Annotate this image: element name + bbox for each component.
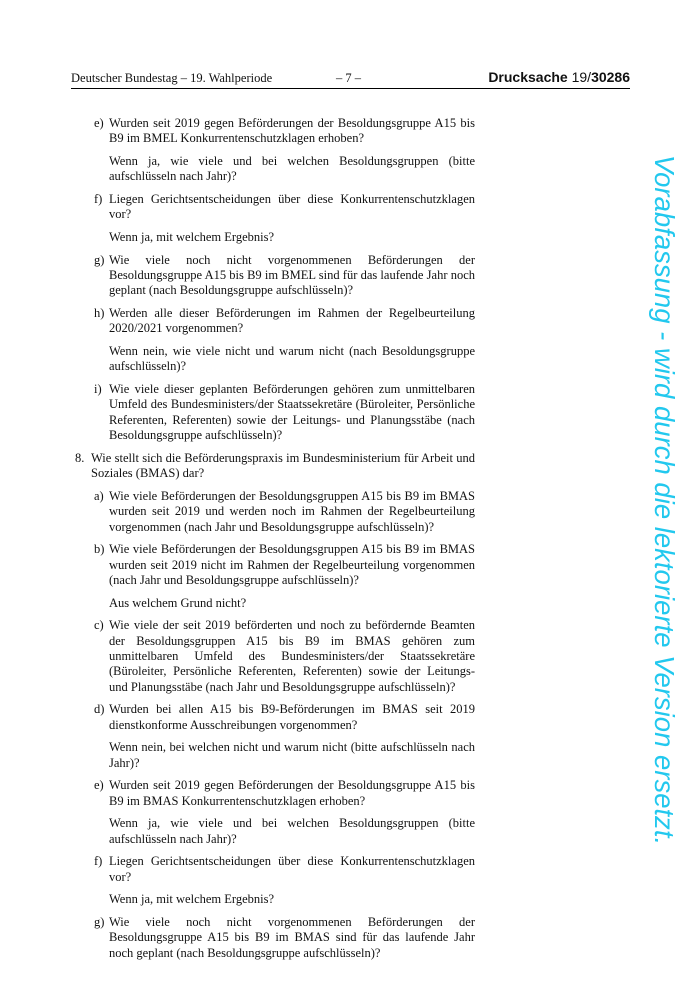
item-label: g) [94,915,105,930]
item-text: Wie viele Beförderungen der Besoldungsgruppen A15 bis B9 im BMAS wurden seit 2019 und werden noch im Rahmen der Regelbeurteilung vorgenommen (nach Jahr und Besoldungsgruppe aufschlüsseln)? [109,488,475,534]
question-item [71,192,475,223]
question-item [71,489,475,535]
item-text: Liegen Gerichtsentscheidungen über diese Konkurrentenschutzklagen vor? [109,854,475,884]
item-label: f) [94,854,103,869]
item-text: Wurden bei allen A15 bis B9-Beförderungen im BMAS seit 2019 dienstkonforme Ausschreibungen vorgenommen? [109,702,475,732]
item-text: Wurden seit 2019 gegen Beförderungen der Besoldungsgruppe A15 bis B9 im BMEL Konkurrentenschutzklagen erhoben? [109,116,475,146]
question-item [71,306,475,337]
question-followup: Wenn nein, bei welchen nicht und warum nicht (bitte aufschlüsseln nach Jahr)? [109,740,475,770]
item-text: Wie viele der seit 2019 beförderten und noch zu befördernde Beamten der Besoldungsgruppen A15 bis B9 im BMAS gehören zum unmittelbaren Umfeld des Bundesministers/der Staatssekretäre (Büroleiter, Persönliche Referenten, Referenten) sowie der Leitungs- und Planungsstäbe (nach Jahr und Besoldungsgruppe aufschlüsseln)? [109,618,475,694]
page-header [71,70,630,89]
doc-label: Drucksache [488,69,568,85]
document-body [71,116,475,968]
doc-number: 30286 [591,69,630,85]
item-text: Wie viele Beförderungen der Besoldungsgruppen A15 bis B9 im BMAS wurden seit 2019 nicht im Rahmen der Regelbeurteilung vorgenommen (nach Jahr und Besoldungsgruppe aufschlüsseln)? [109,542,475,588]
item-label: g) [94,252,105,267]
question-item [71,702,475,733]
question-followup: Wenn nein, wie viele nicht und warum nicht (nach Besoldungsgruppe aufschlüsseln)? [109,344,475,374]
item-label: h) [94,306,105,320]
item-label: a) [94,488,104,503]
draft-watermark: Vorabfassung - wird durch die lektorierte Version ersetzt. [649,154,680,846]
question-item [71,253,475,299]
item-label: e) [94,116,104,130]
question-item [71,382,475,444]
item-label: f) [94,192,103,206]
doc-period: 19/ [571,69,592,85]
question-item [71,116,475,147]
item-label: e) [94,778,104,793]
item-text: Wie viele dieser geplanten Beförderungen gehören zum unmittelbaren Umfeld des Bundesministers/der Staatssekretäre (Büroleiter, Persönliche Referenten, Referenten) sowie der Leitungs- und Planungsstäbe (nach Besoldungsgruppe aufschlüsseln)? [109,382,475,443]
item-label: c) [94,618,104,633]
question-item [71,778,475,809]
question-followup: Wenn ja, mit welchem Ergebnis? [109,230,275,244]
item-text: Liegen Gerichtsentscheidungen über diese Konkurrentenschutzklagen vor? [109,192,475,222]
item-text: Werden alle dieser Beförderungen im Rahmen der Regelbeurteilung 2020/2021 vorgenommen? [109,306,475,336]
item-text: Wie viele noch nicht vorgenommenen Beförderungen der Besoldungsgruppe A15 bis B9 im BMAS sind für das laufende Jahr noch geplant (nach Besoldungsgruppe aufschlüsseln)? [109,915,475,960]
question-followup: Wenn ja, wie viele und bei welchen Besoldungsgruppen (bitte aufschlüsseln nach Jahr)? [109,816,475,846]
question-followup: Wenn ja, wie viele und bei welchen Besoldungsgruppen (bitte aufschlüsseln nach Jahr)? [109,154,475,184]
question-item [71,618,475,695]
main-question [71,451,475,482]
item-text: Wurden seit 2019 gegen Beförderungen der Besoldungsgruppe A15 bis B9 im BMAS Konkurrentenschutzklagen erhoben? [109,778,475,808]
question-number: 8. [75,450,85,465]
header-publication: Deutscher Bundestag – 19. Wahlperiode [71,71,273,85]
question-followup: Wenn ja, mit welchem Ergebnis? [109,892,275,907]
question-item [71,542,475,588]
item-text: Wie viele noch nicht vorgenommenen Beförderungen der Besoldungsgruppe A15 bis B9 im BMEL sind für das laufende Jahr noch geplant (nach Besoldungsgruppe aufschlüsseln)? [109,252,475,298]
document-number [488,69,630,85]
item-label: b) [94,542,105,557]
item-label: i) [94,382,102,396]
question-item [71,915,475,961]
question-item [71,854,475,885]
item-label: d) [94,702,105,717]
question-text: Wie stellt sich die Beförderungspraxis im Bundesministerium für Arbeit und Soziales (BMAS) dar? [91,450,475,481]
question-followup: Aus welchem Grund nicht? [109,595,247,610]
page-number: – 7 – [336,71,361,85]
